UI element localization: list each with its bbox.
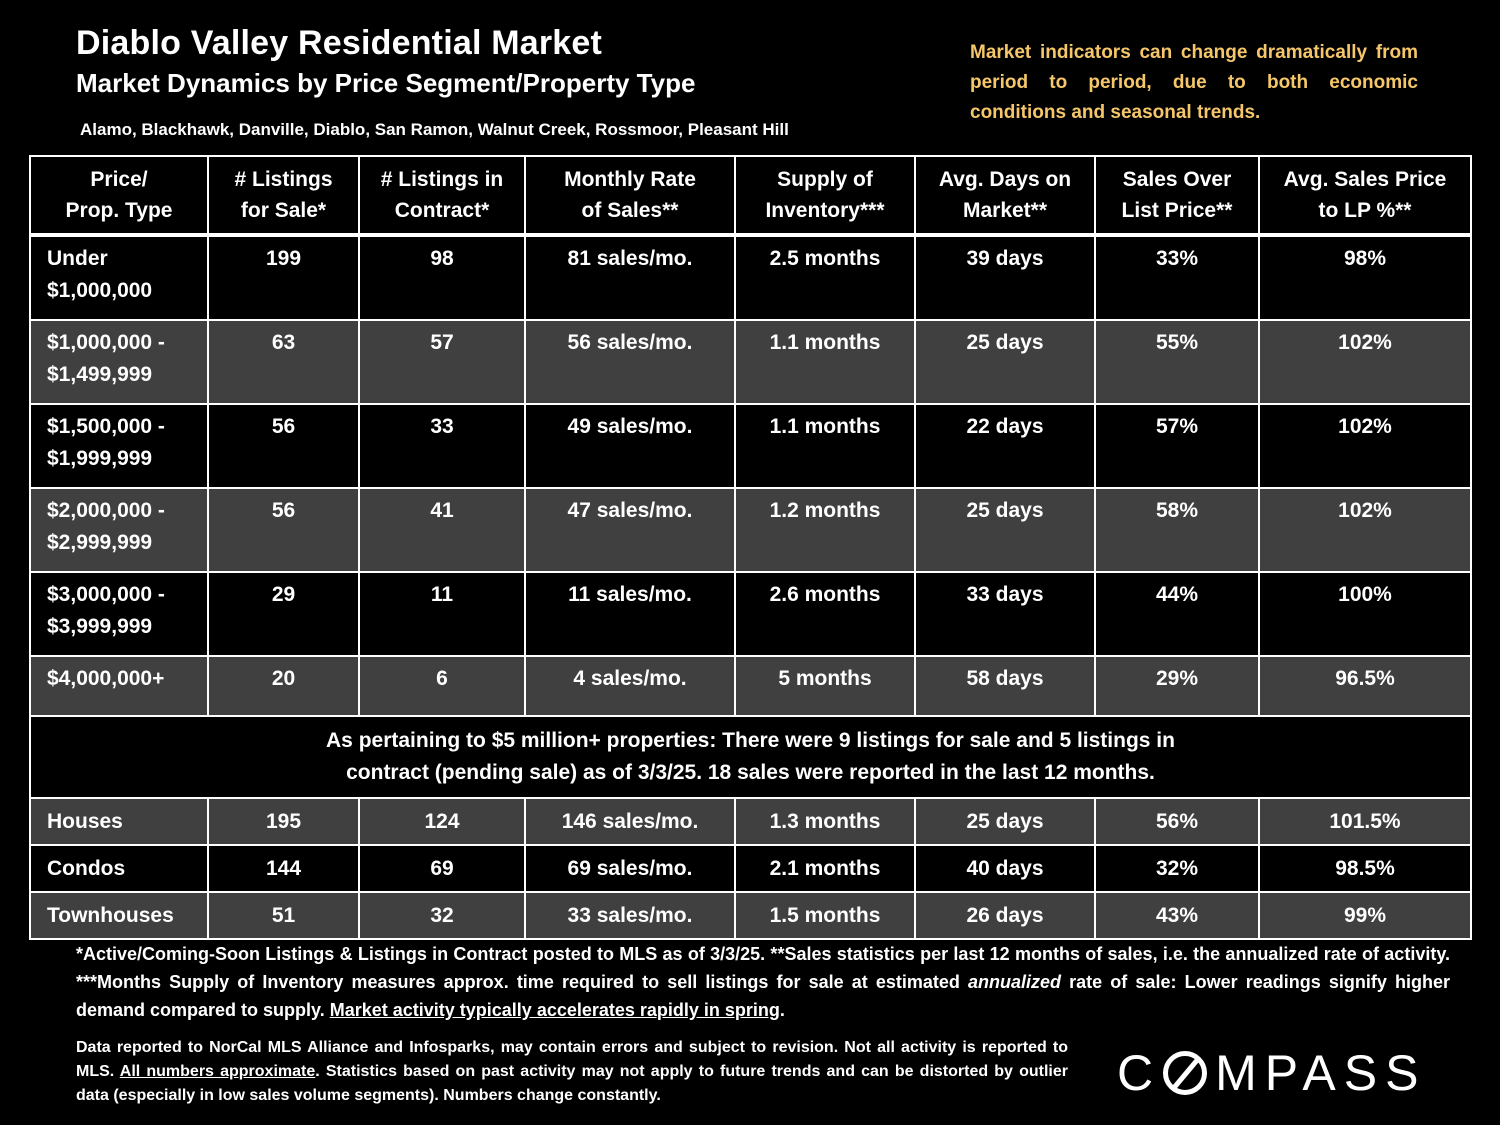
column-header <box>915 156 1095 235</box>
listings-for-sale-cell-value: 20 <box>271 667 296 690</box>
listings-in-contract-cell <box>359 572 525 656</box>
listings-for-sale-cell <box>208 845 359 892</box>
footnote-italic: annualized <box>968 972 1062 992</box>
avg-days-on-market-cell-value: 26 days <box>966 903 1044 927</box>
listings-for-sale-cell <box>208 656 359 716</box>
logo-o-icon <box>1163 1051 1207 1095</box>
avg-sales-price-to-lp-cell <box>1259 320 1471 404</box>
disclaimer-underlined: All numbers approximate <box>119 1063 316 1080</box>
column-header <box>525 156 735 235</box>
column-header-line2: for Sale* <box>240 199 327 222</box>
avg-days-on-market-cell-value: 33 days <box>966 583 1044 606</box>
supply-of-inventory-cell-value: 2.6 months <box>769 583 881 606</box>
listings-in-contract-cell-value: 11 <box>430 583 454 606</box>
column-header-line1: Avg. Days on <box>938 168 1072 191</box>
listings-in-contract-cell-value: 32 <box>430 903 454 927</box>
supply-of-inventory-cell-value: 1.2 months <box>769 499 881 522</box>
price-segment-label-line1: $1,500,000 - <box>47 415 165 438</box>
monthly-rate-cell <box>525 320 735 404</box>
column-header <box>208 156 359 235</box>
avg-sales-price-to-lp-cell-value: 101.5% <box>1329 809 1401 833</box>
column-header-line2: Inventory*** <box>765 199 885 222</box>
sales-over-list-cell-value: 32% <box>1155 856 1199 880</box>
listings-in-contract-cell-value: 69 <box>430 856 454 880</box>
listings-in-contract-cell-value: 124 <box>424 809 460 833</box>
listings-for-sale-cell <box>208 404 359 488</box>
avg-sales-price-to-lp-cell <box>1259 488 1471 572</box>
supply-of-inventory-cell <box>735 404 915 488</box>
monthly-rate-cell <box>525 572 735 656</box>
listings-in-contract-cell <box>359 404 525 488</box>
avg-days-on-market-cell-value: 22 days <box>966 415 1044 438</box>
sales-over-list-cell <box>1095 845 1259 892</box>
avg-days-on-market-cell-value: 39 days <box>966 247 1044 270</box>
supply-of-inventory-cell-value: 1.3 months <box>769 809 881 833</box>
price-segment-label <box>30 488 208 572</box>
avg-days-on-market-cell-value: 25 days <box>966 331 1044 354</box>
monthly-rate-cell <box>525 798 735 845</box>
supply-of-inventory-cell <box>735 572 915 656</box>
avg-sales-price-to-lp-cell-value: 102% <box>1338 415 1392 438</box>
supply-of-inventory-cell <box>735 892 915 939</box>
sales-over-list-cell <box>1095 572 1259 656</box>
banner-line1: As pertaining to $5 million+ properties: There were 9 listings for sale and 5 listings in <box>326 729 1175 752</box>
avg-days-on-market-cell <box>915 656 1095 716</box>
avg-sales-price-to-lp-cell <box>1259 572 1471 656</box>
five-million-banner-row <box>30 716 1471 798</box>
sales-over-list-cell <box>1095 656 1259 716</box>
supply-of-inventory-cell <box>735 798 915 845</box>
sales-over-list-cell-value: 58% <box>1155 499 1199 522</box>
logo-letters-mpass: MPASS <box>1215 1045 1427 1101</box>
price-segment-label <box>30 572 208 656</box>
listings-for-sale-cell-value: 56 <box>271 415 296 438</box>
logo-letter-c: C <box>1117 1045 1162 1101</box>
listings-in-contract-cell <box>359 656 525 716</box>
footnote <box>76 940 1450 1024</box>
footnote-text-1: *Active/Coming-Soon Listings & Listings in Contract posted to MLS as of 3/3/25. **Sales statistics per last 12 months of sales, i.e. the annualized rate of activity. ***Months Supply of Inventory measures approx. time required to sell listings for sale at estimated <box>76 944 1450 992</box>
disclaimer-text-1: Data reported to NorCal MLS Alliance and Infosparks, may contain errors and subject to revision. Not all activity is reported to MLS. <box>76 1039 1068 1080</box>
table-row <box>30 798 1471 845</box>
avg-days-on-market-cell <box>915 572 1095 656</box>
listings-for-sale-cell-value: 51 <box>271 903 296 927</box>
listings-in-contract-cell-value: 33 <box>430 415 454 438</box>
column-header-line1: Avg. Sales Price <box>1283 168 1447 191</box>
avg-sales-price-to-lp-cell <box>1259 656 1471 716</box>
property-type-label-value: Townhouses <box>47 903 174 927</box>
banner-line2: contract (pending sale) as of 3/3/25. 18 sales were reported in the last 12 months. <box>346 761 1155 784</box>
table-header-row <box>30 156 1471 235</box>
column-header <box>359 156 525 235</box>
column-header-line1: Price/ <box>90 168 148 191</box>
listings-in-contract-cell <box>359 892 525 939</box>
listings-for-sale-cell-value: 56 <box>271 499 296 522</box>
property-type-label-value: Condos <box>47 856 126 880</box>
avg-days-on-market-cell-value: 40 days <box>966 856 1044 880</box>
listings-for-sale-cell <box>208 320 359 404</box>
table-row <box>30 572 1471 656</box>
listings-for-sale-cell-value: 29 <box>271 583 296 606</box>
sales-over-list-cell <box>1095 404 1259 488</box>
avg-days-on-market-cell-value: 25 days <box>966 809 1044 833</box>
avg-sales-price-to-lp-cell <box>1259 798 1471 845</box>
price-segment-label <box>30 656 208 716</box>
monthly-rate-cell-value: 33 sales/mo. <box>567 903 693 927</box>
price-segment-label-line2: $1,000,000 <box>47 279 153 302</box>
listings-for-sale-cell <box>208 798 359 845</box>
column-header-line1: Monthly Rate <box>564 168 696 191</box>
column-header-line1: # Listings in <box>380 168 504 191</box>
page-subtitle: Market Dynamics by Price Segment/Property Type <box>76 68 696 98</box>
avg-sales-price-to-lp-cell <box>1259 845 1471 892</box>
avg-days-on-market-cell-value: 25 days <box>966 499 1044 522</box>
listings-in-contract-cell <box>359 320 525 404</box>
five-million-banner <box>30 716 1471 798</box>
price-segment-label <box>30 320 208 404</box>
monthly-rate-cell-value: 49 sales/mo. <box>567 415 693 438</box>
sales-over-list-cell <box>1095 798 1259 845</box>
listings-in-contract-cell-value: 41 <box>430 499 454 522</box>
monthly-rate-cell <box>525 235 735 320</box>
supply-of-inventory-cell <box>735 845 915 892</box>
table-row <box>30 656 1471 716</box>
sales-over-list-cell <box>1095 488 1259 572</box>
price-segment-label-line2: $1,499,999 <box>47 363 153 386</box>
sales-over-list-cell-value: 29% <box>1155 667 1199 690</box>
price-segment-label-line1: Under <box>47 247 108 270</box>
table-row <box>30 404 1471 488</box>
property-type-label-value: Houses <box>47 809 123 833</box>
disclaimer <box>76 1036 1068 1108</box>
price-segment-label-line1: $1,000,000 - <box>47 331 165 354</box>
avg-days-on-market-cell <box>915 320 1095 404</box>
footnote-text-2: rate of sale: Lower readings signify higher demand compared to supply. <box>76 972 1450 1020</box>
avg-days-on-market-cell <box>915 892 1095 939</box>
sales-over-list-cell <box>1095 892 1259 939</box>
price-segment-label <box>30 235 208 320</box>
price-segment-label-line1: $4,000,000+ <box>47 667 165 690</box>
table-row <box>30 320 1471 404</box>
listings-for-sale-cell <box>208 572 359 656</box>
column-header-line2: List Price** <box>1121 199 1233 222</box>
monthly-rate-cell-value: 56 sales/mo. <box>567 331 693 354</box>
supply-of-inventory-cell <box>735 488 915 572</box>
listings-in-contract-cell-value: 57 <box>430 331 454 354</box>
avg-days-on-market-cell <box>915 488 1095 572</box>
avg-sales-price-to-lp-cell-value: 102% <box>1338 331 1392 354</box>
column-header-line1: # Listings <box>234 168 333 191</box>
listings-in-contract-cell <box>359 798 525 845</box>
table-row <box>30 845 1471 892</box>
sales-over-list-cell-value: 44% <box>1155 583 1199 606</box>
avg-sales-price-to-lp-cell-value: 102% <box>1338 499 1392 522</box>
avg-days-on-market-cell <box>915 845 1095 892</box>
listings-for-sale-cell-value: 195 <box>265 809 302 833</box>
supply-of-inventory-cell <box>735 235 915 320</box>
table-row <box>30 235 1471 320</box>
page-title: Diablo Valley Residential Market <box>76 24 603 62</box>
compass-logo <box>1117 1042 1426 1104</box>
sales-over-list-cell <box>1095 235 1259 320</box>
footnote-text-3: . <box>779 1000 785 1020</box>
supply-of-inventory-cell-value: 2.1 months <box>769 856 881 880</box>
monthly-rate-cell <box>525 656 735 716</box>
supply-of-inventory-cell <box>735 656 915 716</box>
listings-in-contract-cell <box>359 488 525 572</box>
monthly-rate-cell <box>525 404 735 488</box>
price-segment-label-line2: $2,999,999 <box>47 531 153 554</box>
footnote-underlined: Market activity typically accelerates rapidly in spring <box>329 1000 780 1020</box>
monthly-rate-cell-value: 81 sales/mo. <box>567 247 693 270</box>
table-row <box>30 892 1471 939</box>
monthly-rate-cell-value: 69 sales/mo. <box>567 856 693 880</box>
avg-sales-price-to-lp-cell <box>1259 235 1471 320</box>
sales-over-list-cell-value: 55% <box>1155 331 1199 354</box>
listings-for-sale-cell <box>208 488 359 572</box>
price-segment-label-line2: $1,999,999 <box>47 447 153 470</box>
monthly-rate-cell <box>525 488 735 572</box>
avg-sales-price-to-lp-cell-value: 98.5% <box>1335 856 1395 880</box>
avg-sales-price-to-lp-cell <box>1259 892 1471 939</box>
column-header <box>735 156 915 235</box>
market-note: Market indicators can change dramatically from period to period, due to both economic conditions and seasonal trends. <box>970 42 1418 123</box>
listings-in-contract-cell-value: 6 <box>436 667 448 690</box>
supply-of-inventory-cell-value: 2.5 months <box>769 247 881 270</box>
supply-of-inventory-cell-value: 1.1 months <box>769 331 881 354</box>
column-header <box>1095 156 1259 235</box>
supply-of-inventory-cell-value: 5 months <box>778 667 872 690</box>
column-header-line2: Market** <box>962 199 1048 222</box>
monthly-rate-cell-value: 146 sales/mo. <box>561 809 699 833</box>
price-segment-label <box>30 404 208 488</box>
avg-days-on-market-cell <box>915 798 1095 845</box>
avg-sales-price-to-lp-cell <box>1259 404 1471 488</box>
column-header-line1: Supply of <box>777 168 873 191</box>
column-header-line2: to LP %** <box>1318 199 1412 222</box>
avg-sales-price-to-lp-cell-value: 98% <box>1343 247 1387 270</box>
monthly-rate-cell <box>525 845 735 892</box>
price-segment-label-line1: $3,000,000 - <box>47 583 165 606</box>
listings-for-sale-cell-value: 144 <box>265 856 302 880</box>
sales-over-list-cell-value: 57% <box>1155 415 1199 438</box>
column-header <box>30 156 208 235</box>
property-type-label <box>30 892 208 939</box>
monthly-rate-cell <box>525 892 735 939</box>
column-header-line2: Contract* <box>394 199 490 222</box>
column-header-line2: Prop. Type <box>65 199 173 222</box>
avg-days-on-market-cell-value: 58 days <box>966 667 1044 690</box>
avg-sales-price-to-lp-cell-value: 99% <box>1343 903 1387 927</box>
price-segment-label-line2: $3,999,999 <box>47 615 153 638</box>
sales-over-list-cell <box>1095 320 1259 404</box>
avg-sales-price-to-lp-cell-value: 100% <box>1338 583 1392 606</box>
listings-for-sale-cell <box>208 892 359 939</box>
property-type-label <box>30 845 208 892</box>
listings-in-contract-cell <box>359 235 525 320</box>
supply-of-inventory-cell <box>735 320 915 404</box>
sales-over-list-cell-value: 56% <box>1155 809 1199 833</box>
cities-list: Alamo, Blackhawk, Danville, Diablo, San Ramon, Walnut Creek, Rossmoor, Pleasant Hill <box>80 120 789 139</box>
disclaimer-text-2: . Statistics based on past activity may not apply to future trends and can be distorted by outlier data (especially in low sales volume segments). Numbers change constantly. <box>76 1063 1068 1104</box>
monthly-rate-cell-value: 4 sales/mo. <box>573 667 687 690</box>
table-row <box>30 488 1471 572</box>
listings-in-contract-cell-value: 98 <box>430 247 454 270</box>
listings-for-sale-cell-value: 199 <box>265 247 302 270</box>
listings-for-sale-cell-value: 63 <box>271 331 296 354</box>
column-header-line1: Sales Over <box>1122 168 1232 191</box>
monthly-rate-cell-value: 47 sales/mo. <box>567 499 693 522</box>
sales-over-list-cell-value: 43% <box>1155 903 1199 927</box>
sales-over-list-cell-value: 33% <box>1155 247 1199 270</box>
price-segment-label-line1: $2,000,000 - <box>47 499 165 522</box>
supply-of-inventory-cell-value: 1.5 months <box>769 903 881 927</box>
listings-in-contract-cell <box>359 845 525 892</box>
column-header <box>1259 156 1471 235</box>
avg-sales-price-to-lp-cell-value: 96.5% <box>1335 667 1395 690</box>
avg-days-on-market-cell <box>915 404 1095 488</box>
column-header-line2: of Sales** <box>581 199 679 222</box>
property-type-label <box>30 798 208 845</box>
avg-days-on-market-cell <box>915 235 1095 320</box>
supply-of-inventory-cell-value: 1.1 months <box>769 415 881 438</box>
market-table <box>29 155 1472 940</box>
monthly-rate-cell-value: 11 sales/mo. <box>568 583 692 606</box>
listings-for-sale-cell <box>208 235 359 320</box>
